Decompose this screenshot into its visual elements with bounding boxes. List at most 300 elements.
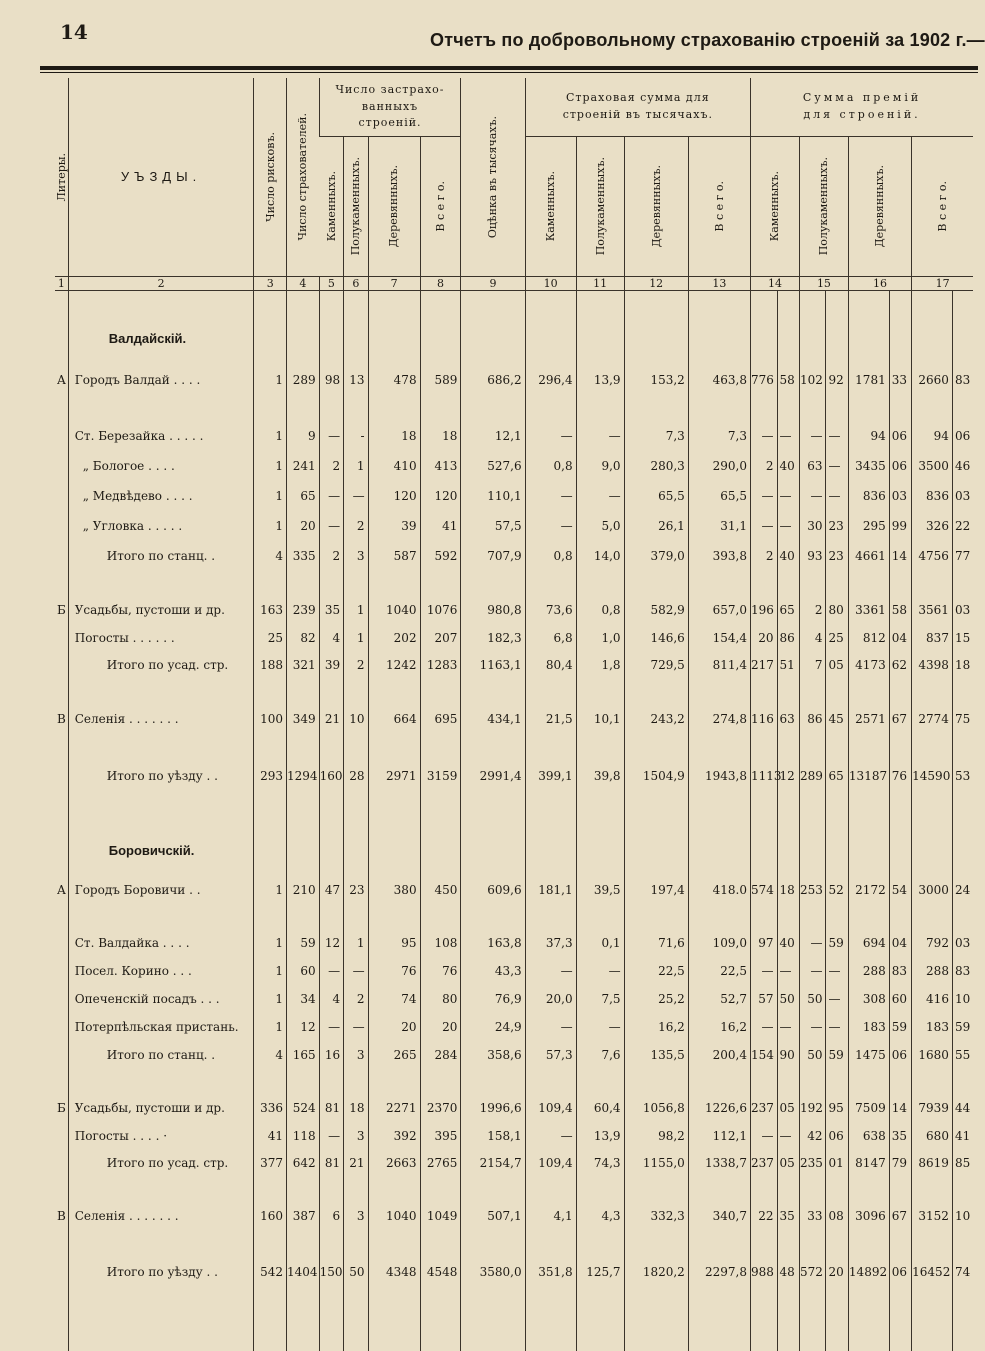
empty-cell — [848, 1289, 889, 1351]
empty-cell — [319, 1069, 343, 1093]
empty-cell — [751, 1177, 778, 1201]
value-cell: 3159 — [420, 759, 461, 793]
col-number: 4 — [287, 276, 320, 290]
empty-cell — [319, 735, 343, 759]
empty-cell — [624, 827, 688, 875]
empty-cell — [688, 793, 750, 827]
value-cell: 7,3 — [624, 421, 688, 451]
value-cell: 20,0 — [525, 985, 576, 1013]
value-cell: 4 — [254, 541, 287, 571]
column-number-row — [55, 276, 973, 290]
premium-rubles-cell: 289 — [799, 759, 826, 793]
premium-kopecks-cell: 62 — [889, 651, 911, 679]
premium-rubles-cell: 63 — [799, 451, 826, 481]
empty-cell — [287, 290, 320, 315]
premium-rubles-cell: 837 — [912, 625, 953, 651]
empty-cell — [848, 827, 889, 875]
row-letter — [55, 541, 68, 571]
premium-kopecks-cell: 51 — [777, 651, 799, 679]
empty-cell — [68, 1289, 254, 1351]
premium-rubles-cell: — — [751, 957, 778, 985]
empty-cell — [826, 315, 848, 363]
value-cell: 6 — [319, 1201, 343, 1231]
value-cell: 160 — [319, 759, 343, 793]
empty-cell — [368, 1289, 420, 1351]
empty-cell — [368, 1231, 420, 1255]
value-cell: — — [576, 421, 624, 451]
col-number: 3 — [254, 276, 287, 290]
empty-cell — [420, 827, 461, 875]
premium-kopecks-cell: 35 — [889, 1123, 911, 1149]
value-cell: 243,2 — [624, 703, 688, 735]
row-name: Усадьбы, пустоши и др. — [68, 1093, 254, 1123]
empty-cell — [952, 679, 973, 703]
value-cell: 80,4 — [525, 651, 576, 679]
premium-rubles-cell: 2 — [799, 595, 826, 625]
value-cell: 657,0 — [688, 595, 750, 625]
spacer-row — [55, 793, 973, 827]
value-cell: 80 — [420, 985, 461, 1013]
spacer-row — [55, 905, 973, 929]
empty-cell — [420, 1289, 461, 1351]
value-cell: 4,3 — [576, 1201, 624, 1231]
value-cell: 31,1 — [688, 511, 750, 541]
value-cell: 10,1 — [576, 703, 624, 735]
top-rule — [40, 66, 978, 70]
group-header-buildings: Число застрахо- ванныхъ строеній. — [319, 78, 461, 136]
premium-rubles-cell: 116 — [751, 703, 778, 735]
empty-cell — [889, 827, 911, 875]
empty-cell — [576, 1069, 624, 1093]
value-cell: 379,0 — [624, 541, 688, 571]
value-cell: 5,0 — [576, 511, 624, 541]
premium-rubles-cell: — — [751, 481, 778, 511]
empty-cell — [344, 397, 368, 421]
row-letter — [55, 651, 68, 679]
value-cell: 4348 — [368, 1255, 420, 1289]
empty-cell — [55, 1069, 68, 1093]
value-cell: 478 — [368, 363, 420, 397]
value-cell: 50 — [344, 1255, 368, 1289]
value-cell: 1 — [254, 421, 287, 451]
empty-cell — [420, 315, 461, 363]
premium-kopecks-cell: — — [826, 957, 848, 985]
value-cell: — — [319, 481, 343, 511]
empty-cell — [777, 679, 799, 703]
empty-cell — [848, 571, 889, 595]
value-cell: 1 — [254, 1013, 287, 1041]
value-cell: 18 — [344, 1093, 368, 1123]
premium-kopecks-cell: — — [777, 421, 799, 451]
empty-cell — [461, 1177, 525, 1201]
table-row — [55, 1013, 973, 1041]
premium-rubles-cell: 776 — [751, 363, 778, 397]
premium-kopecks-cell: 53 — [952, 759, 973, 793]
value-cell: 65 — [287, 481, 320, 511]
row-name: Погосты . . . . · — [68, 1123, 254, 1149]
value-cell: 2154,7 — [461, 1149, 525, 1177]
empty-cell — [952, 571, 973, 595]
value-cell: 4548 — [420, 1255, 461, 1289]
value-cell: 1 — [254, 363, 287, 397]
value-cell: 980,8 — [461, 595, 525, 625]
value-cell: 2370 — [420, 1093, 461, 1123]
empty-cell — [848, 905, 889, 929]
col-header-derev-1: Деревянныхъ. — [368, 136, 420, 276]
value-cell: 293 — [254, 759, 287, 793]
premium-rubles-cell: 2 — [751, 451, 778, 481]
spacer-row — [55, 679, 973, 703]
empty-cell — [751, 793, 778, 827]
row-letter: А — [56, 882, 66, 897]
value-cell: 2 — [344, 651, 368, 679]
premium-rubles-cell: 14590 — [912, 759, 953, 793]
value-cell: 146,6 — [624, 625, 688, 651]
value-cell: 109,4 — [525, 1093, 576, 1123]
row-letter — [55, 481, 68, 511]
value-cell: 4,1 — [525, 1201, 576, 1231]
value-cell: 274,8 — [688, 703, 750, 735]
empty-cell — [525, 397, 576, 421]
value-cell: — — [525, 421, 576, 451]
empty-cell — [799, 793, 826, 827]
empty-cell — [287, 1289, 320, 1351]
value-cell: 18 — [368, 421, 420, 451]
empty-cell — [55, 793, 68, 827]
empty-cell — [525, 827, 576, 875]
table-row — [55, 985, 973, 1013]
value-cell: 434,1 — [461, 703, 525, 735]
premium-rubles-cell: — — [799, 1013, 826, 1041]
empty-cell — [319, 1177, 343, 1201]
empty-cell — [826, 793, 848, 827]
row-letter — [55, 1013, 68, 1041]
premium-kopecks-cell: 23 — [826, 541, 848, 571]
empty-cell — [952, 793, 973, 827]
premium-rubles-cell: 13187 — [848, 759, 889, 793]
premium-kopecks-cell: 54 — [889, 875, 911, 905]
premium-kopecks-cell: 58 — [777, 363, 799, 397]
premium-kopecks-cell: 03 — [889, 481, 911, 511]
premium-kopecks-cell: 06 — [889, 1255, 911, 1289]
premium-kopecks-cell: 59 — [889, 1013, 911, 1041]
empty-cell — [319, 1231, 343, 1255]
value-cell: 100 — [254, 703, 287, 735]
premium-kopecks-cell: 83 — [952, 363, 973, 397]
premium-kopecks-cell: 65 — [826, 759, 848, 793]
table-row — [55, 511, 973, 541]
col-number: 15 — [799, 276, 848, 290]
premium-kopecks-cell: 12 — [777, 759, 799, 793]
table-row — [55, 1041, 973, 1069]
empty-cell — [848, 679, 889, 703]
premium-rubles-cell: — — [799, 421, 826, 451]
empty-cell — [912, 1177, 953, 1201]
empty-cell — [777, 397, 799, 421]
premium-kopecks-cell: 63 — [777, 703, 799, 735]
value-cell: 12 — [287, 1013, 320, 1041]
empty-cell — [344, 1177, 368, 1201]
value-cell: 74,3 — [576, 1149, 624, 1177]
value-cell: 21,5 — [525, 703, 576, 735]
empty-cell — [952, 1231, 973, 1255]
row-letter — [55, 1041, 68, 1069]
premium-kopecks-cell: 58 — [889, 595, 911, 625]
value-cell: 20 — [368, 1013, 420, 1041]
premium-rubles-cell: 288 — [912, 957, 953, 985]
premium-kopecks-cell: 92 — [826, 363, 848, 397]
empty-cell — [319, 397, 343, 421]
empty-cell — [751, 315, 778, 363]
premium-rubles-cell: 4756 — [912, 541, 953, 571]
empty-cell — [799, 1289, 826, 1351]
value-cell: 9 — [287, 421, 320, 451]
premium-kopecks-cell: 22 — [952, 511, 973, 541]
value-cell: 118 — [287, 1123, 320, 1149]
empty-cell — [799, 1069, 826, 1093]
page-number: 14 — [60, 20, 88, 44]
empty-cell — [799, 571, 826, 595]
value-cell: 239 — [287, 595, 320, 625]
empty-cell — [889, 571, 911, 595]
value-cell: 1,8 — [576, 651, 624, 679]
premium-kopecks-cell: — — [826, 985, 848, 1013]
premium-kopecks-cell: 99 — [889, 511, 911, 541]
empty-cell — [848, 735, 889, 759]
value-cell: 1 — [254, 511, 287, 541]
value-cell: 20 — [287, 511, 320, 541]
value-cell: 336 — [254, 1093, 287, 1123]
premium-rubles-cell: 572 — [799, 1255, 826, 1289]
value-cell: 98 — [319, 363, 343, 397]
value-cell: 60,4 — [576, 1093, 624, 1123]
value-cell: 340,7 — [688, 1201, 750, 1231]
row-name: Опеченскій посадъ . . . — [68, 985, 254, 1013]
table-row — [55, 929, 973, 957]
value-cell: 182,3 — [461, 625, 525, 651]
empty-cell — [55, 1289, 68, 1351]
empty-cell — [55, 679, 68, 703]
value-cell: 280,3 — [624, 451, 688, 481]
empty-cell — [799, 735, 826, 759]
district-name: Боровичскій. — [68, 827, 254, 875]
empty-cell — [826, 1289, 848, 1351]
empty-cell — [624, 571, 688, 595]
value-cell: 125,7 — [576, 1255, 624, 1289]
premium-rubles-cell: 812 — [848, 625, 889, 651]
premium-kopecks-cell: 25 — [826, 625, 848, 651]
value-cell: 284 — [420, 1041, 461, 1069]
empty-cell — [751, 735, 778, 759]
empty-cell — [68, 735, 254, 759]
value-cell: 60 — [287, 957, 320, 985]
top-rule-thin — [40, 72, 978, 73]
premium-rubles-cell: 237 — [751, 1093, 778, 1123]
value-cell: 1283 — [420, 651, 461, 679]
value-cell: 1 — [344, 929, 368, 957]
empty-cell — [344, 1231, 368, 1255]
row-name: Посел. Корино . . . — [68, 957, 254, 985]
value-cell: 395 — [420, 1123, 461, 1149]
premium-rubles-cell: 638 — [848, 1123, 889, 1149]
col-header-litery: Литеры. — [55, 78, 68, 276]
value-cell: 7,3 — [688, 421, 750, 451]
table-row — [55, 625, 973, 651]
premium-kopecks-cell: 95 — [826, 1093, 848, 1123]
row-name: Селенія . . . . . . . — [68, 703, 254, 735]
empty-cell — [952, 315, 973, 363]
empty-cell — [848, 793, 889, 827]
empty-cell — [55, 1177, 68, 1201]
empty-cell — [461, 1231, 525, 1255]
value-cell: 109,4 — [525, 1149, 576, 1177]
value-cell: 76 — [420, 957, 461, 985]
empty-cell — [461, 905, 525, 929]
empty-cell — [287, 735, 320, 759]
empty-cell — [624, 1177, 688, 1201]
empty-cell — [55, 735, 68, 759]
empty-cell — [952, 905, 973, 929]
empty-cell — [368, 1177, 420, 1201]
value-cell: 2 — [319, 541, 343, 571]
row-name: Усадьбы, пустоши и др. — [68, 595, 254, 625]
empty-cell — [254, 679, 287, 703]
empty-cell — [952, 1289, 973, 1351]
empty-cell — [799, 315, 826, 363]
value-cell: 57,5 — [461, 511, 525, 541]
value-cell: 399,1 — [525, 759, 576, 793]
empty-cell — [576, 905, 624, 929]
empty-cell — [420, 1177, 461, 1201]
empty-cell — [287, 571, 320, 595]
value-cell: 335 — [287, 541, 320, 571]
table-row — [55, 1093, 973, 1123]
value-cell: 4 — [319, 985, 343, 1013]
empty-cell — [624, 905, 688, 929]
value-cell: — — [576, 481, 624, 511]
empty-cell — [799, 1231, 826, 1255]
value-cell: 377 — [254, 1149, 287, 1177]
value-cell: 582,9 — [624, 595, 688, 625]
premium-rubles-cell: 4173 — [848, 651, 889, 679]
empty-cell — [688, 735, 750, 759]
empty-cell — [912, 571, 953, 595]
value-cell: 163 — [254, 595, 287, 625]
premium-rubles-cell: — — [751, 421, 778, 451]
insurance-table — [55, 78, 973, 1351]
value-cell: 265 — [368, 1041, 420, 1069]
spacer-row — [55, 290, 973, 315]
premium-kopecks-cell: 55 — [952, 1041, 973, 1069]
premium-kopecks-cell: — — [826, 451, 848, 481]
empty-cell — [319, 905, 343, 929]
value-cell: 1076 — [420, 595, 461, 625]
col-number: 5 — [319, 276, 343, 290]
empty-cell — [55, 315, 68, 363]
premium-kopecks-cell: 06 — [889, 1041, 911, 1069]
premium-rubles-cell: 1680 — [912, 1041, 953, 1069]
empty-cell — [55, 290, 68, 315]
row-letter — [55, 451, 68, 481]
empty-cell — [461, 315, 525, 363]
value-cell: 0,8 — [576, 595, 624, 625]
empty-cell — [525, 735, 576, 759]
value-cell: 527,6 — [461, 451, 525, 481]
empty-cell — [912, 290, 953, 315]
value-cell: 197,4 — [624, 875, 688, 905]
premium-kopecks-cell: 40 — [777, 541, 799, 571]
premium-rubles-cell: 94 — [912, 421, 953, 451]
empty-cell — [889, 315, 911, 363]
premium-rubles-cell: 16452 — [912, 1255, 953, 1289]
empty-cell — [368, 1069, 420, 1093]
empty-cell — [826, 1177, 848, 1201]
empty-cell — [525, 315, 576, 363]
premium-kopecks-cell: 59 — [826, 929, 848, 957]
empty-cell — [826, 290, 848, 315]
col-header-kamen-2: Каменныхъ. — [525, 136, 576, 276]
premium-rubles-cell: 574 — [751, 875, 778, 905]
premium-rubles-cell: 2172 — [848, 875, 889, 905]
premium-kopecks-cell: 41 — [952, 1123, 973, 1149]
empty-cell — [777, 290, 799, 315]
empty-cell — [889, 1177, 911, 1201]
empty-cell — [319, 290, 343, 315]
empty-cell — [368, 290, 420, 315]
empty-cell — [254, 793, 287, 827]
empty-cell — [525, 679, 576, 703]
empty-cell — [777, 571, 799, 595]
row-letter: В — [56, 1208, 66, 1223]
value-cell: 12,1 — [461, 421, 525, 451]
row-name: Итого по уѣзду . . — [68, 1255, 254, 1289]
value-cell: 296,4 — [525, 363, 576, 397]
value-cell: 609,6 — [461, 875, 525, 905]
value-cell: 7,5 — [576, 985, 624, 1013]
value-cell: 202 — [368, 625, 420, 651]
premium-rubles-cell: — — [751, 511, 778, 541]
empty-cell — [287, 905, 320, 929]
premium-kopecks-cell: 05 — [777, 1093, 799, 1123]
value-cell: 1 — [344, 595, 368, 625]
row-name: Итого по уѣзду . . — [68, 759, 254, 793]
empty-cell — [319, 793, 343, 827]
empty-cell — [344, 315, 368, 363]
empty-cell — [319, 571, 343, 595]
empty-cell — [576, 315, 624, 363]
value-cell: 0,8 — [525, 541, 576, 571]
empty-cell — [952, 1069, 973, 1093]
empty-cell — [525, 905, 576, 929]
empty-cell — [799, 827, 826, 875]
table-row — [55, 451, 973, 481]
premium-rubles-cell: 2571 — [848, 703, 889, 735]
premium-rubles-cell: 237 — [751, 1149, 778, 1177]
col-number: 11 — [576, 276, 624, 290]
premium-kopecks-cell: 83 — [952, 957, 973, 985]
empty-cell — [777, 905, 799, 929]
empty-cell — [368, 905, 420, 929]
value-cell: 1338,7 — [688, 1149, 750, 1177]
value-cell: 158,1 — [461, 1123, 525, 1149]
empty-cell — [368, 315, 420, 363]
empty-cell — [368, 397, 420, 421]
premium-rubles-cell: 4661 — [848, 541, 889, 571]
value-cell: 39,8 — [576, 759, 624, 793]
premium-kopecks-cell: 10 — [952, 1201, 973, 1231]
empty-cell — [344, 1289, 368, 1351]
value-cell: 592 — [420, 541, 461, 571]
